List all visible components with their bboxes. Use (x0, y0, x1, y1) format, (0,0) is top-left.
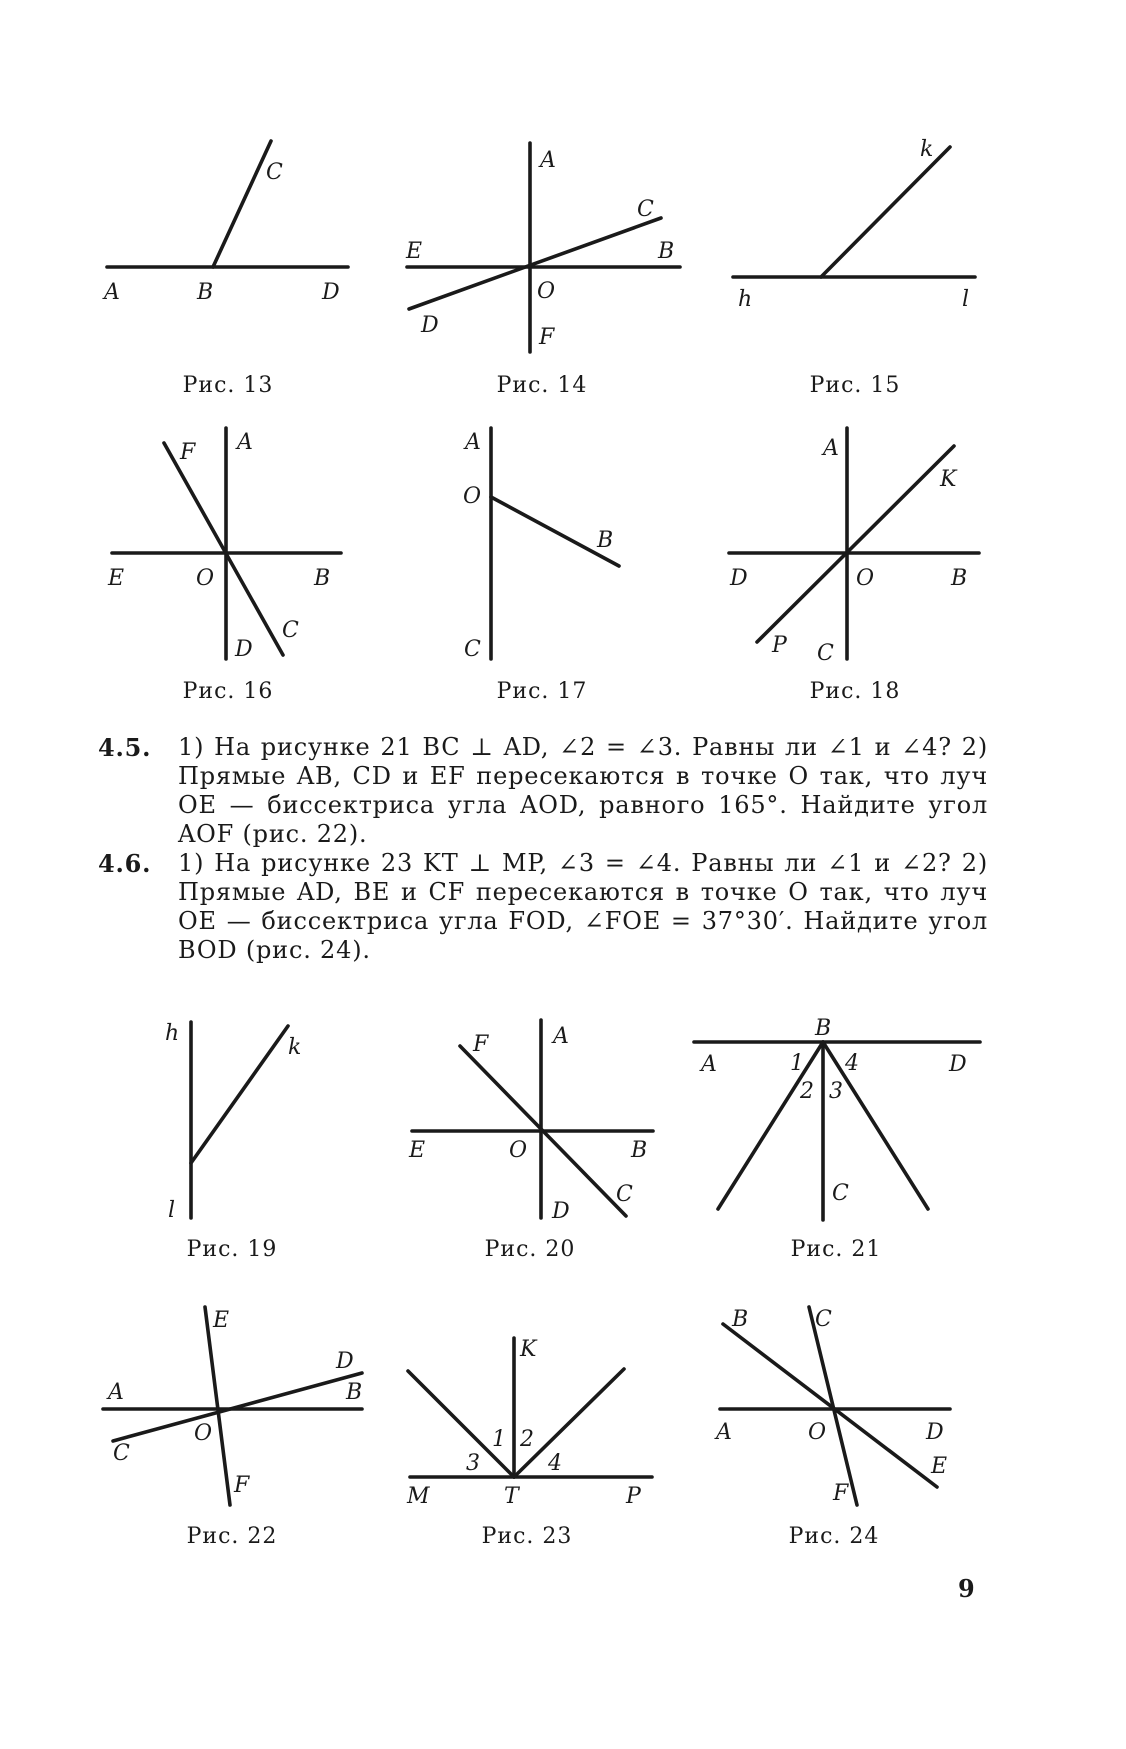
figure-13 (102, 141, 348, 305)
figure-24 (714, 1307, 950, 1506)
figure-23 (406, 1337, 652, 1509)
fig20-label-A: A (553, 1024, 569, 1049)
figure-20-caption: Рис. 20 (484, 1237, 576, 1262)
fig14-label-O: O (537, 279, 556, 304)
fig24-label-F: F (833, 1481, 849, 1506)
fig24-label-A: A (716, 1420, 732, 1445)
problem-4-6 (98, 849, 988, 965)
figure-15 (733, 137, 975, 312)
figure-17 (463, 428, 619, 662)
fig22-label-E: E (213, 1308, 230, 1333)
fig23-label-2: 2 (520, 1427, 534, 1452)
fig16-label-O: O (196, 566, 215, 591)
fig18-label-B: B (951, 566, 968, 591)
figure-22 (103, 1307, 362, 1505)
fig16-label-D: D (235, 637, 253, 662)
fig21-label-4: 4 (845, 1051, 859, 1076)
fig14-label-C: C (637, 197, 654, 222)
figure-19 (165, 1021, 301, 1223)
fig13-label-D: D (322, 280, 340, 305)
problem-number: 4.6. (98, 849, 152, 878)
fig16-label-C: C (282, 618, 299, 643)
fig21-label-B: B (815, 1016, 832, 1041)
fig21-label-1: 1 (790, 1051, 804, 1076)
fig16-label-B: B (314, 566, 331, 591)
figure-23-caption: Рис. 23 (481, 1524, 573, 1549)
fig24-label-O: O (808, 1420, 827, 1445)
fig17-label-C: C (464, 637, 481, 662)
fig23-label-4: 4 (548, 1451, 562, 1476)
fig23-label-P: P (626, 1484, 641, 1509)
fig14-label-D: D (421, 313, 439, 338)
fig15-label-h: h (738, 287, 753, 312)
fig18-label-P: P (772, 633, 787, 658)
figure-22-caption: Рис. 22 (186, 1524, 278, 1549)
fig13-label-C: C (266, 160, 283, 185)
fig23-label-1: 1 (492, 1427, 506, 1452)
problem-text: 1) На рисунке 23 KT ⊥ MP, ∠3 = ∠4. Равны ли ∠1 и ∠2? 2) Прямые AD, BE и CF пересекаются в точке O так, что луч OE — биссектриса угла FOD, ∠FOE = 37°30′. Найдите угол BOD (рис. 24). (178, 849, 988, 964)
fig22-label-D: D (336, 1349, 354, 1374)
fig22-label-F: F (234, 1473, 250, 1498)
figure-16 (107, 428, 341, 662)
fig17-label-O: O (463, 484, 482, 509)
fig21-label-3: 3 (829, 1079, 843, 1104)
fig18-label-C: C (817, 641, 834, 666)
fig24-label-D: D (926, 1420, 944, 1445)
fig13-label-B: B (197, 280, 214, 305)
fig16-label-E: E (108, 566, 125, 591)
fig19-label-k: k (288, 1035, 302, 1060)
fig21-label-D: D (949, 1052, 967, 1077)
fig20-label-O: O (509, 1138, 528, 1163)
fig20-label-D: D (552, 1199, 570, 1224)
fig15-label-l: l (962, 287, 970, 312)
fig23-label-K: K (520, 1337, 537, 1362)
fig22-label-A: A (108, 1380, 124, 1405)
fig14-label-F: F (539, 325, 555, 350)
fig14-label-E: E (406, 239, 423, 264)
figure-15-caption: Рис. 15 (809, 373, 901, 398)
fig20-label-E: E (409, 1138, 426, 1163)
fig18-label-O: O (856, 566, 875, 591)
fig18-label-D: D (730, 566, 748, 591)
figure-18-caption: Рис. 18 (809, 679, 901, 704)
fig22-label-C: C (113, 1441, 130, 1466)
fig24-label-B: B (732, 1307, 749, 1332)
page-number: 9 (958, 1574, 975, 1603)
fig23-label-3: 3 (466, 1451, 480, 1476)
fig18-label-A: A (823, 436, 839, 461)
fig20-label-B: B (631, 1138, 648, 1163)
fig19-label-l: l (168, 1198, 176, 1223)
problem-text: 1) На рисунке 21 BC ⊥ AD, ∠2 = ∠3. Равны ли ∠1 и ∠4? 2) Прямые AB, CD и EF пересекаются в точке O так, что луч OE — биссектриса угла AOD, равного 165°. Найдите угол AOF (рис. 22). (178, 733, 988, 848)
fig21-label-2: 2 (800, 1079, 814, 1104)
fig13-label-A: A (104, 280, 120, 305)
figure-20 (408, 1020, 653, 1224)
fig14-label-A: A (540, 148, 556, 173)
fig20-label-C: C (616, 1182, 633, 1207)
figure-19-caption: Рис. 19 (186, 1237, 278, 1262)
fig23-label-M: M (407, 1484, 430, 1509)
fig14-label-B: B (658, 239, 675, 264)
fig21-label-A: A (701, 1052, 717, 1077)
fig24-label-C: C (815, 1307, 832, 1332)
figure-21-caption: Рис. 21 (790, 1237, 882, 1262)
figure-14-caption: Рис. 14 (496, 373, 588, 398)
fig21-label-C: C (832, 1181, 849, 1206)
figure-16-caption: Рис. 16 (182, 679, 274, 704)
fig22-label-B: B (346, 1380, 363, 1405)
fig15-label-k: k (920, 137, 934, 162)
figure-21 (694, 1016, 980, 1220)
fig17-label-A: A (465, 430, 481, 455)
fig23-label-T: T (504, 1484, 519, 1509)
fig16-label-A: A (237, 430, 253, 455)
figure-18 (729, 428, 979, 666)
problems-section (98, 733, 988, 965)
fig16-label-F: F (180, 440, 196, 465)
fig19-label-h: h (165, 1021, 180, 1046)
problem-number: 4.5. (98, 733, 152, 762)
fig20-label-F: F (473, 1032, 489, 1057)
fig17-label-B: B (597, 528, 614, 553)
fig18-label-K: K (940, 467, 957, 492)
figure-14 (405, 143, 680, 352)
fig24-label-E: E (931, 1454, 948, 1479)
figure-17-caption: Рис. 17 (496, 679, 588, 704)
figure-13-caption: Рис. 13 (182, 373, 274, 398)
figure-24-caption: Рис. 24 (788, 1524, 880, 1549)
fig22-label-O: O (194, 1421, 213, 1446)
problem-4-5 (98, 733, 988, 849)
